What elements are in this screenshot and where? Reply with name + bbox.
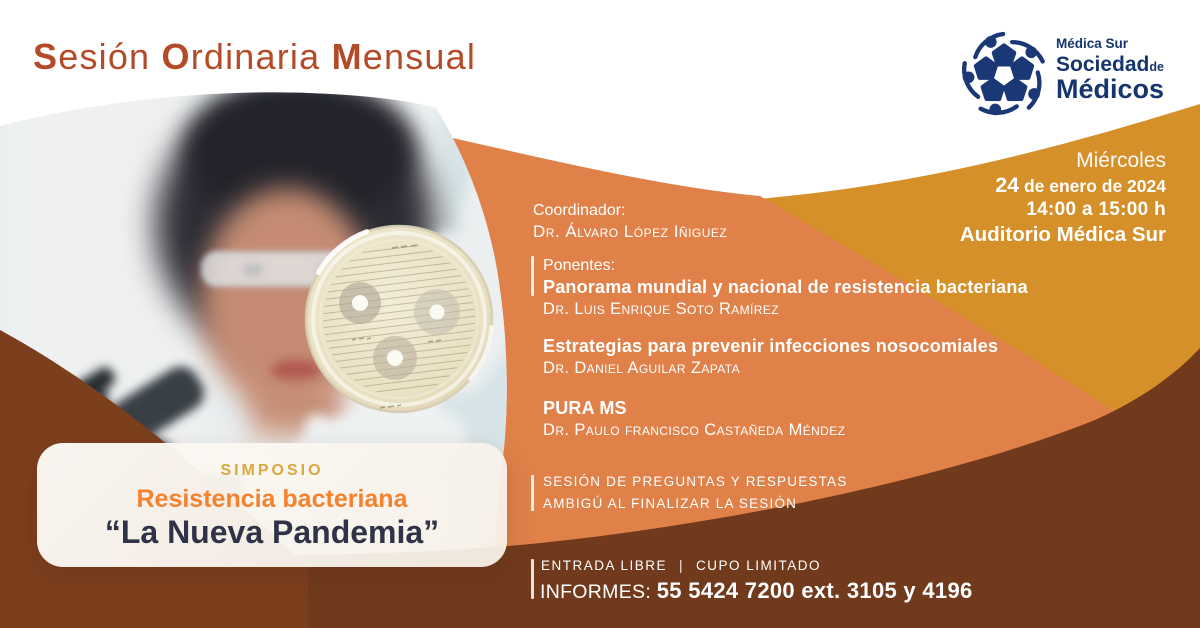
title-initial: O [161,36,191,77]
symposium-title-line1: Resistencia bacteriana [136,484,408,513]
talk-item [543,335,998,379]
logo-sociedad: Sociedadde [1056,52,1164,76]
event-date: 24 de enero de 2024 [995,173,1166,197]
sociedad-medicos-logo-icon [956,26,1052,124]
qa-line1: SESIÓN DE PREGUNTAS Y RESPUESTAS [543,474,848,489]
coordinator-block [533,201,727,243]
title-initial: M [331,36,363,77]
logo-medica-sur: Médica Sur [1056,36,1129,51]
title-initial: S [33,36,59,77]
talk-speaker: Dr. Daniel Aguilar Zapata [543,359,741,377]
qa-divider [531,475,534,511]
qa-line2: AMBIGÚ AL FINALIZAR LA SESIÓN [543,496,798,511]
brand-logo-text [1056,37,1164,103]
phone-number: 55 5424 7200 ext. 3105 y 4196 [656,578,973,603]
separator-bar: | [679,558,685,573]
symposium-kicker: SIMPOSIO [220,461,324,479]
contact-line [540,578,973,604]
talk-title: PURA MS [543,398,627,418]
logo-de: de [1149,59,1164,74]
talk-title: Panorama mundial y nacional de resistencia bacteriana [543,277,1028,297]
event-day: 24 [995,173,1020,197]
talk-speaker: Dr. Paulo francisco Castañeda Méndez [543,421,846,439]
petri-dish [306,226,492,412]
talk-title: Estrategias para prevenir infecciones nosocomiales [543,336,999,356]
coordinator-name: Dr. Álvaro López Iñiguez [533,222,728,241]
event-time: 14:00 a 15:00 h [1026,199,1166,220]
symposium-card [37,443,507,567]
talk-item [543,276,1028,320]
event-datetime [960,150,1166,246]
talk-item [543,397,845,441]
event-venue: Auditorio Médica Sur [959,223,1166,246]
footer-divider [531,559,534,599]
informes-label: INFORMES: [540,581,652,603]
admission-line [541,558,821,573]
event-weekday: Miércoles [1076,149,1166,172]
cupo-limitado-label: CUPO LIMITADO [696,558,822,573]
ponentes-divider [531,256,534,296]
ponentes-label: Ponentes: [543,257,616,274]
coordinator-label: Coordinador: [533,202,626,219]
logo-medicos: Médicos [1056,73,1165,104]
page-title: Sesión Ordinaria Mensual [33,36,477,77]
symposium-title-line2: “La Nueva Pandemia” [104,513,440,550]
entrada-libre-label: ENTRADA LIBRE [541,558,668,573]
talk-speaker: Dr. Luis Enrique Soto Ramírez [543,300,779,318]
